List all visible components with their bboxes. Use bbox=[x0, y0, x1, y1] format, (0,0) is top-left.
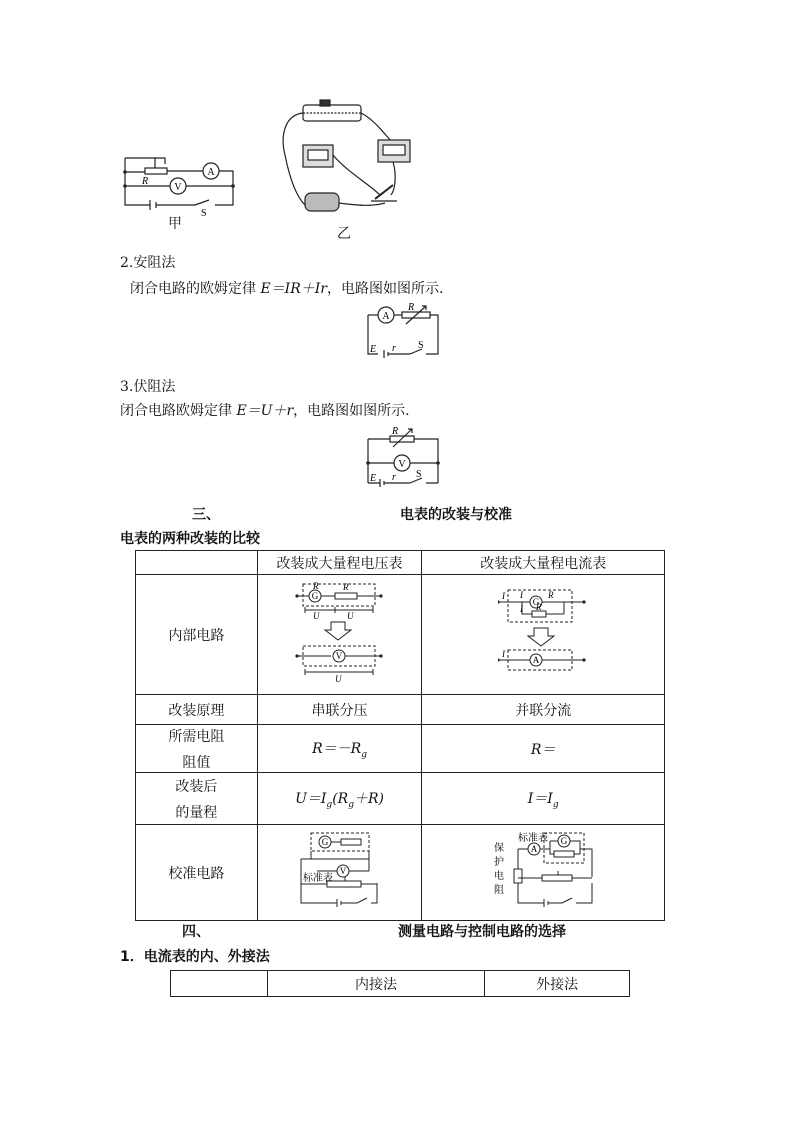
cell-calibration-v bbox=[257, 825, 422, 921]
row-header-calibration: 校准电路 bbox=[136, 825, 258, 921]
col-header-inner: 内接法 bbox=[267, 971, 485, 997]
row-header-internal: 内部电路 bbox=[136, 575, 258, 695]
cell-voltmeter-diagram bbox=[257, 575, 422, 695]
col-header-outer: 外接法 bbox=[485, 971, 630, 997]
apparatus-yi bbox=[275, 95, 415, 220]
table-row bbox=[171, 971, 630, 997]
voltmeter-label: V bbox=[398, 459, 406, 470]
part-number: 四、 bbox=[182, 924, 210, 940]
figure-label-jia: 甲 bbox=[168, 216, 182, 232]
cell-principle-a: 并联分流 bbox=[422, 695, 665, 725]
resistor-label: R bbox=[392, 426, 399, 437]
section-heading: 3.伏阻法 bbox=[120, 379, 176, 395]
svg-text:U: U bbox=[312, 610, 320, 621]
section-text: 闭合电路的欧姆定律 E＝IR＋Ir，电路图如图所示. bbox=[130, 281, 444, 297]
voltmeter-conversion-diagram bbox=[295, 578, 385, 688]
svg-text:G: G bbox=[311, 590, 318, 601]
table-row bbox=[136, 825, 665, 921]
svg-text:I: I bbox=[520, 589, 524, 600]
comparison-table bbox=[135, 550, 665, 921]
std-meter-label: 标准表 bbox=[518, 832, 549, 844]
part-title: 电表的改装与校准 bbox=[400, 507, 512, 523]
row-header-resistance: 所需电阻 阻值 bbox=[136, 725, 258, 773]
svg-text:U: U bbox=[346, 610, 354, 621]
voltmeter-calibration-diagram bbox=[297, 831, 383, 911]
row-header-range: 改装后 的量程 bbox=[136, 773, 258, 825]
svg-text:R: R bbox=[312, 580, 319, 591]
cell-ammeter-diagram bbox=[422, 575, 665, 695]
switch-label: S bbox=[201, 208, 207, 219]
part-title: 测量电路与控制电路的选择 bbox=[398, 924, 566, 940]
switch-label: S bbox=[418, 340, 424, 351]
svg-text:G: G bbox=[532, 596, 540, 607]
figure-label-yi: 乙 bbox=[337, 226, 351, 242]
part-number: 三、 bbox=[192, 507, 220, 523]
table-row bbox=[136, 551, 665, 575]
circuit-ammeter-resistor bbox=[360, 300, 445, 365]
section-heading: 2.安阻法 bbox=[120, 255, 176, 271]
svg-text:V: V bbox=[339, 865, 346, 876]
emf-label: E bbox=[370, 344, 377, 355]
col-header-voltmeter: 改装成大量程电压表 bbox=[257, 551, 422, 575]
svg-text:A: A bbox=[530, 843, 538, 854]
ammeter-label: A bbox=[382, 311, 390, 322]
rheostat-label: R bbox=[142, 176, 149, 187]
svg-text:V: V bbox=[335, 650, 342, 661]
svg-text:A: A bbox=[532, 654, 540, 665]
ammeter-conversion-diagram bbox=[498, 588, 588, 678]
emf-label: E bbox=[370, 473, 377, 484]
part-subtitle: 电表的两种改装的比较 bbox=[120, 531, 260, 547]
cell-range-v: $U=I_g(R_g+R)$ bbox=[257, 773, 422, 825]
svg-text:R: R bbox=[536, 601, 542, 612]
table-cell-empty bbox=[171, 971, 268, 997]
cell-calibration-a bbox=[422, 825, 665, 921]
svg-text:U: U bbox=[334, 673, 342, 684]
std-meter-label: 标准表 bbox=[302, 872, 333, 884]
voltmeter-label: V bbox=[174, 182, 182, 193]
svg-text:R: R bbox=[548, 589, 554, 600]
row-header-principle: 改装原理 bbox=[136, 695, 258, 725]
table-row bbox=[136, 725, 665, 773]
table-row bbox=[136, 695, 665, 725]
section-text: 闭合电路欧姆定律 E＝U＋r，电路图如图所示. bbox=[120, 403, 410, 419]
table-row bbox=[136, 575, 665, 695]
table-row bbox=[136, 773, 665, 825]
col-header-ammeter: 改装成大量程电流表 bbox=[422, 551, 665, 575]
resistor-label: R bbox=[408, 302, 415, 313]
table-cell-empty bbox=[136, 551, 258, 575]
cell-range-a: $I=I_g$ bbox=[422, 773, 665, 825]
svg-text:I: I bbox=[502, 648, 506, 659]
svg-text:R: R bbox=[342, 581, 349, 592]
protect-char: 保 bbox=[494, 842, 505, 854]
protect-char: 阻 bbox=[494, 884, 505, 896]
svg-text:G: G bbox=[321, 836, 328, 847]
protect-char: 电 bbox=[494, 870, 505, 882]
cell-resistance-a: R＝ bbox=[422, 725, 665, 773]
protect-char: 护 bbox=[494, 856, 505, 868]
connection-table bbox=[170, 970, 630, 997]
internal-r-label: r bbox=[392, 472, 396, 483]
svg-text:I: I bbox=[520, 603, 524, 614]
cell-resistance-v: $R=-R_g$ bbox=[257, 725, 422, 773]
circuit-voltmeter-resistor bbox=[360, 425, 445, 493]
cell-principle-v: 串联分压 bbox=[257, 695, 422, 725]
switch-label: S bbox=[416, 469, 422, 480]
svg-text:I: I bbox=[502, 590, 506, 601]
ammeter-label: A bbox=[207, 167, 215, 178]
ammeter-calibration-diagram bbox=[488, 831, 598, 911]
internal-r-label: r bbox=[392, 343, 396, 354]
svg-text:G: G bbox=[560, 835, 568, 846]
item-heading: 1．电流表的内、外接法 bbox=[120, 949, 270, 965]
